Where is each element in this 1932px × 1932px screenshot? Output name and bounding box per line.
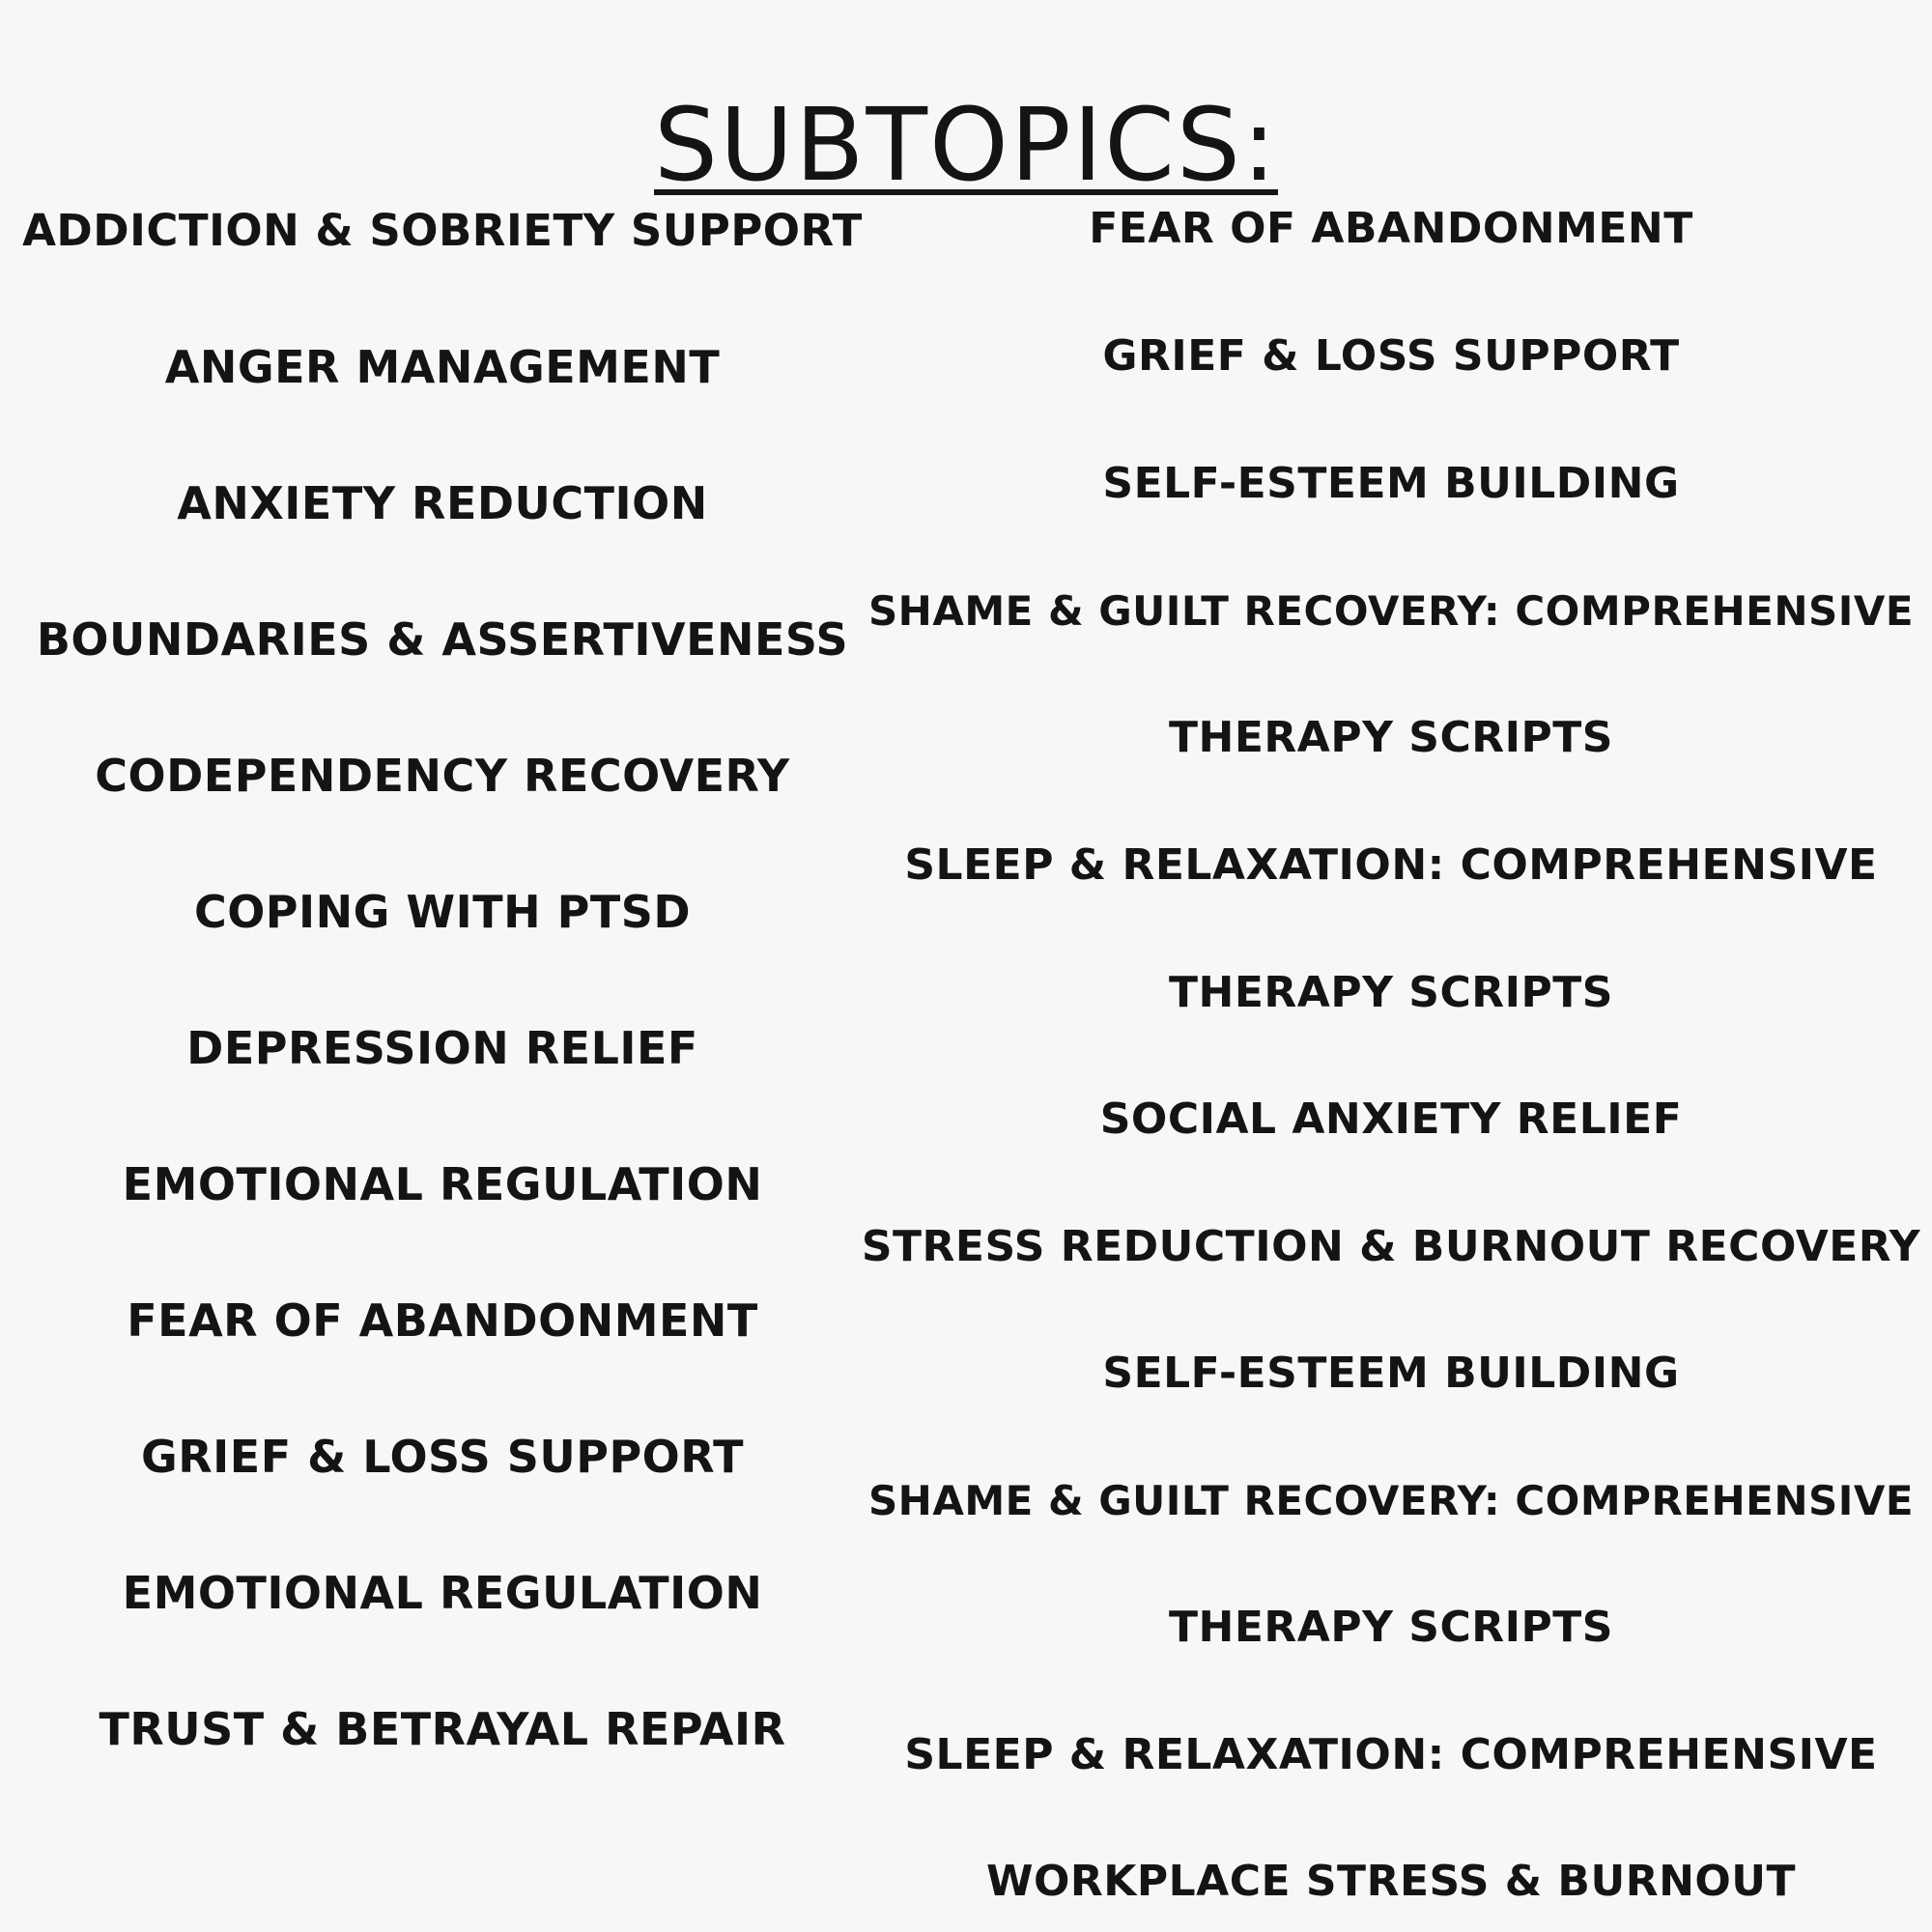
list-item: WORKPLACE STRESS & BURNOUT (985, 1857, 1797, 1906)
list-item: SLEEP & RELAXATION: COMPREHENSIVE (904, 840, 1878, 890)
list-item: ADDICTION & SOBRIETY SUPPORT (22, 205, 863, 256)
page-title-text: SUBTOPICS: (654, 85, 1278, 204)
list-item: SELF-ESTEEM BUILDING (1102, 1349, 1680, 1398)
list-item: SELF-ESTEEM BUILDING (1102, 459, 1680, 508)
list-item: COPING WITH PTSD (193, 886, 692, 938)
list-item: EMOTIONAL REGULATION (122, 1567, 763, 1619)
list-item: ANGER MANAGEMENT (164, 341, 721, 393)
list-item: ANXIETY REDUCTION (177, 477, 708, 529)
list-item: SHAME & GUILT RECOVERY: COMPREHENSIVE (867, 587, 1915, 635)
list-item: EMOTIONAL REGULATION (122, 1158, 763, 1210)
list-item: GRIEF & LOSS SUPPORT (140, 1431, 744, 1483)
list-item: STRESS REDUCTION & BURNOUT RECOVERY (861, 1222, 1921, 1271)
list-item: THERAPY SCRIPTS (1169, 968, 1613, 1017)
list-item: CODEPENDENCY RECOVERY (95, 750, 790, 802)
list-item: BOUNDARIES & ASSERTIVENESS (36, 613, 849, 666)
list-item: GRIEF & LOSS SUPPORT (1102, 331, 1680, 381)
list-item: THERAPY SCRIPTS (1169, 1603, 1613, 1652)
list-item: FEAR OF ABANDONMENT (127, 1294, 758, 1347)
list-item: SHAME & GUILT RECOVERY: COMPREHENSIVE (867, 1477, 1915, 1524)
list-item: DEPRESSION RELIEF (186, 1022, 698, 1074)
list-item: THERAPY SCRIPTS (1169, 713, 1613, 762)
list-item: TRUST & BETRAYAL REPAIR (99, 1703, 786, 1755)
list-item: SOCIAL ANXIETY RELIEF (1099, 1094, 1683, 1144)
list-item: SLEEP & RELAXATION: COMPREHENSIVE (904, 1730, 1878, 1779)
list-item: FEAR OF ABANDONMENT (1089, 204, 1693, 253)
